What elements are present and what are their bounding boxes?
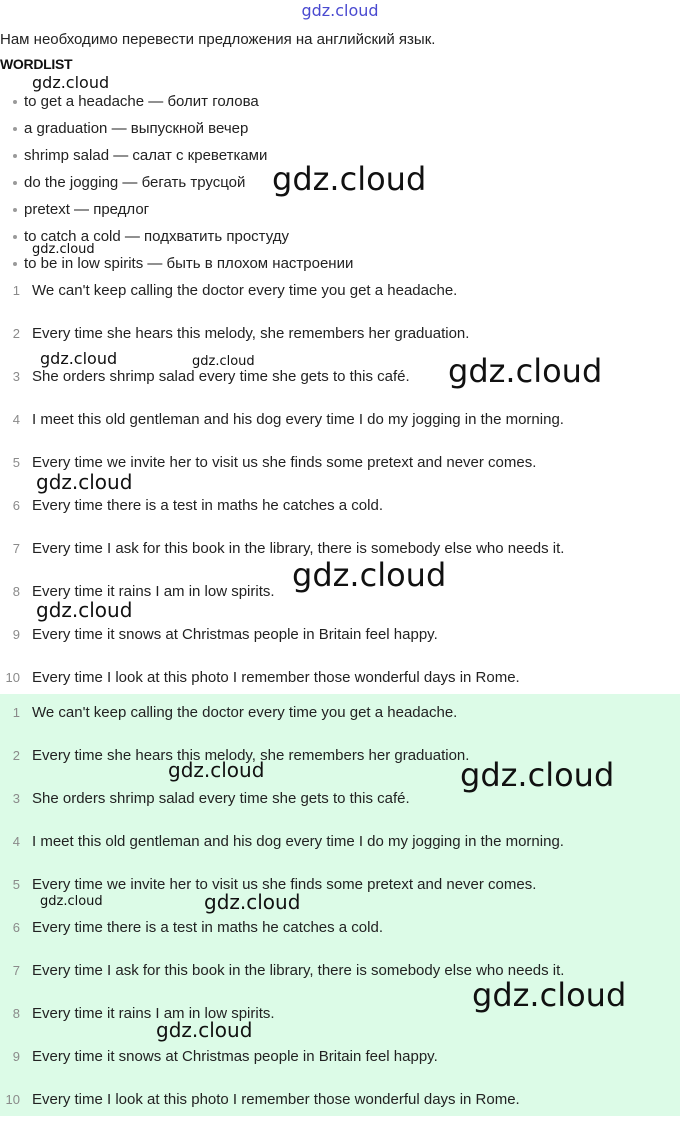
sentence-text: Every time there is a test in maths he catches a cold. <box>32 497 383 514</box>
watermark: gdz.cloud <box>32 242 95 257</box>
sentence-text: She orders shrimp salad every time she gets to this café. <box>32 368 410 385</box>
sentence-number: 8 <box>12 584 20 599</box>
watermark: gdz.cloud <box>156 1018 253 1042</box>
answer-number: 3 <box>12 791 20 806</box>
sentence-number: 7 <box>12 541 20 556</box>
sentence-number: 9 <box>12 627 20 642</box>
wordlist-item-text: to catch a cold — подхватить простуду <box>24 228 289 245</box>
wordlist-item-text: to get a headache — болит голова <box>24 93 259 110</box>
answer-number: 2 <box>12 748 20 763</box>
sentence-number: 1 <box>12 283 20 298</box>
watermark: gdz.cloud <box>36 598 133 622</box>
wordlist-item-text: to be in low spirits — быть в плохом настроении <box>24 255 354 272</box>
wordlist-item <box>0 88 353 115</box>
sentence-text: Every time it snows at Christmas people in Britain feel happy. <box>32 626 438 643</box>
sentence-text: Every time it rains I am in low spirits. <box>32 583 275 600</box>
bullet-icon <box>13 235 17 239</box>
sentence-number: 5 <box>12 455 20 470</box>
sentence-item <box>0 269 680 312</box>
wordlist-item-text: pretext — предлог <box>24 201 150 218</box>
answer-number: 6 <box>12 920 20 935</box>
wordlist-item <box>0 196 353 223</box>
watermark: gdz.cloud <box>168 758 265 782</box>
answer-text: Every time she hears this melody, she remembers her graduation. <box>32 747 470 764</box>
answer-number: 9 <box>12 1049 20 1064</box>
answer-text: Every time I look at this photo I remember those wonderful days in Rome. <box>32 1091 520 1108</box>
sentence-number: 4 <box>12 412 20 427</box>
sentence-number: 6 <box>12 498 20 513</box>
answer-text: Every time there is a test in maths he catches a cold. <box>32 919 383 936</box>
answer-text: She orders shrimp salad every time she gets to this café. <box>32 790 410 807</box>
watermark: gdz.cloud <box>472 976 627 1014</box>
answer-text: Every time it rains I am in low spirits. <box>32 1005 275 1022</box>
wordlist-item-text: a graduation — выпускной вечер <box>24 120 249 137</box>
sentence-number: 10 <box>5 670 20 685</box>
watermark: gdz.cloud <box>40 894 103 909</box>
sentence-number: 2 <box>12 326 20 341</box>
wordlist-item-text: do the jogging — бегать трусцой <box>24 174 246 191</box>
bullet-icon <box>13 208 17 212</box>
sentence-text: Every time I look at this photo I remember those wonderful days in Rome. <box>32 669 520 686</box>
wordlist-item-text: shrimp salad — салат с креветками <box>24 147 268 164</box>
bullet-icon <box>13 262 17 266</box>
answer-item <box>0 820 680 863</box>
answer-item <box>0 1035 680 1078</box>
watermark: gdz.cloud <box>192 354 255 369</box>
wordlist-title: WORDLIST <box>0 56 73 72</box>
sentence-text: Every time she hears this melody, she remembers her graduation. <box>32 325 470 342</box>
answer-item <box>0 691 680 734</box>
bullet-icon <box>13 127 17 131</box>
answer-number: 1 <box>12 705 20 720</box>
task-instruction: Нам необходимо перевести предложения на английский язык. <box>0 31 436 48</box>
answer-text: Every time it snows at Christmas people in Britain feel happy. <box>32 1048 438 1065</box>
answer-text: We can't keep calling the doctor every time you get a headache. <box>32 704 458 721</box>
sentence-text: Every time I ask for this book in the library, there is somebody else who needs it. <box>32 540 565 557</box>
answer-number: 8 <box>12 1006 20 1021</box>
answer-text: I meet this old gentleman and his dog every time I do my jogging in the morning. <box>32 833 564 850</box>
bullet-icon <box>13 154 17 158</box>
bullet-icon <box>13 100 17 104</box>
watermark: gdz.cloud <box>292 556 447 594</box>
answer-text: Every time I ask for this book in the library, there is somebody else who needs it. <box>32 962 565 979</box>
watermark: gdz.cloud <box>204 890 301 914</box>
answer-number: 7 <box>12 963 20 978</box>
answer-item <box>0 1078 680 1121</box>
answer-number: 10 <box>5 1092 20 1107</box>
watermark: gdz.cloud <box>40 349 118 368</box>
bullet-icon <box>13 181 17 185</box>
answer-text: Every time we invite her to visit us she finds some pretext and never comes. <box>32 876 537 893</box>
answer-number: 5 <box>12 877 20 892</box>
wordlist-item <box>0 115 353 142</box>
sentence-text: We can't keep calling the doctor every time you get a headache. <box>32 282 458 299</box>
sentence-text: I meet this old gentleman and his dog every time I do my jogging in the morning. <box>32 411 564 428</box>
sentence-number: 3 <box>12 369 20 384</box>
answer-number: 4 <box>12 834 20 849</box>
watermark: gdz.cloud <box>448 352 603 390</box>
watermark: gdz.cloud <box>36 470 133 494</box>
sentence-text: Every time we invite her to visit us she finds some pretext and never comes. <box>32 454 537 471</box>
watermark: gdz.cloud <box>32 73 110 92</box>
site-watermark-top: gdz.cloud <box>301 1 379 20</box>
watermark: gdz.cloud <box>272 160 427 198</box>
sentence-item <box>0 398 680 441</box>
answer-item <box>0 906 680 949</box>
watermark: gdz.cloud <box>460 756 615 794</box>
